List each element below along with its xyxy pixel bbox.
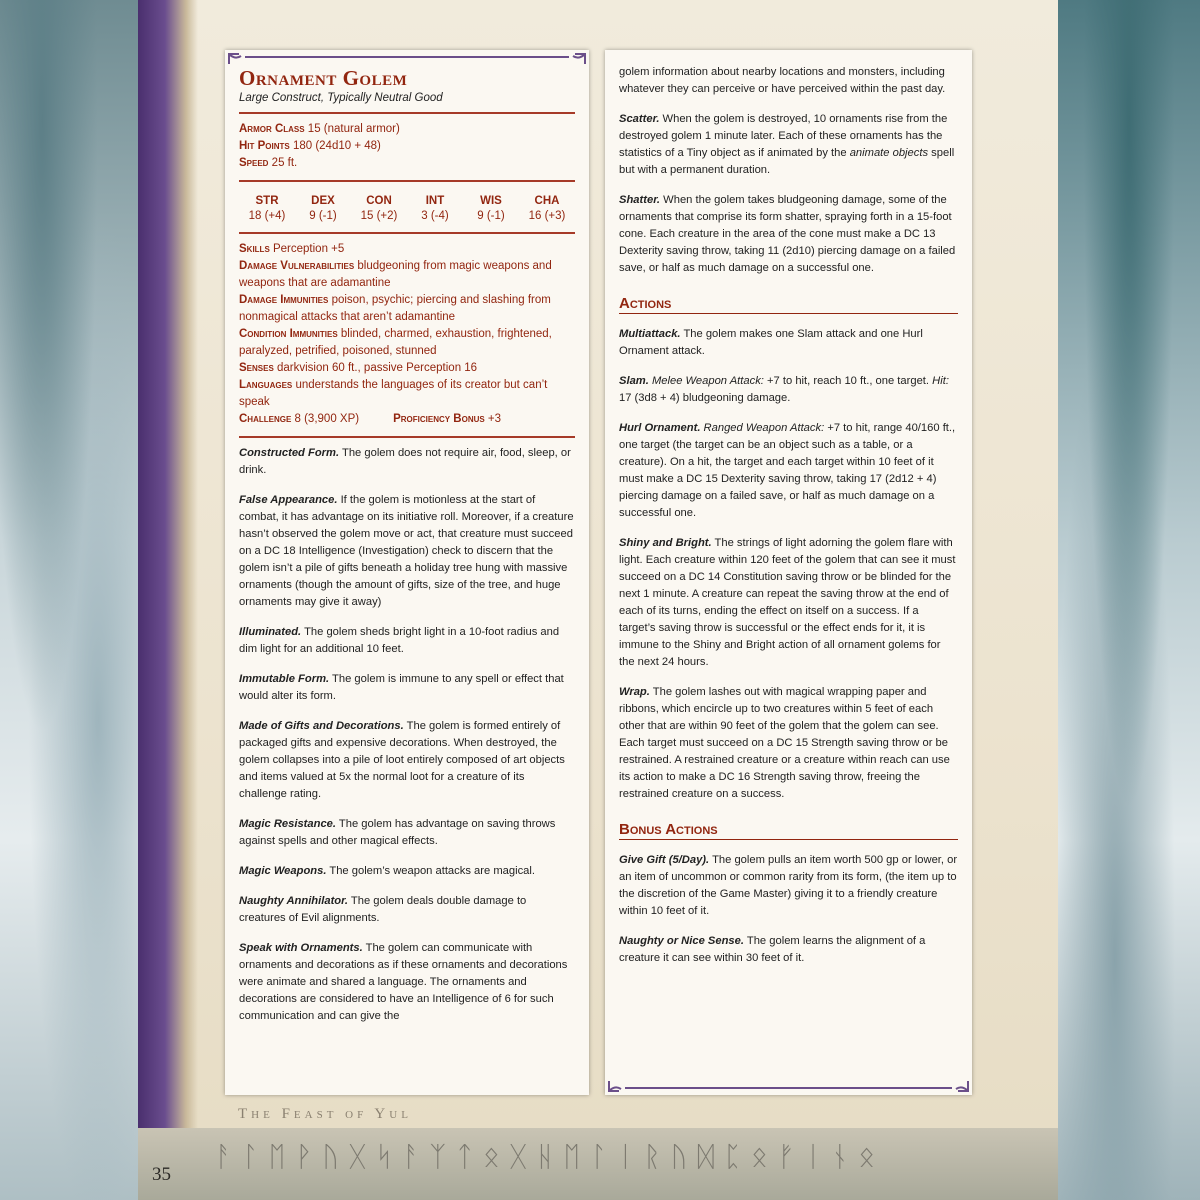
frame-top-line bbox=[245, 56, 569, 58]
speed: Speed 25 ft. bbox=[239, 157, 298, 169]
ability-wis: WIS 9 (-1) bbox=[477, 195, 505, 222]
challenge-row bbox=[239, 411, 575, 428]
bonus-give-gift: Give Gift (5/Day). The golem pulls an item worth 500 gp or lower, or an item of uncommon or common rarity from its form, (the item up to the discretion of the Game Master) giving it to a friendly creature within 10 feet of it. bbox=[619, 854, 958, 917]
divider bbox=[239, 436, 575, 438]
background-art-left bbox=[0, 0, 140, 1200]
action-hurl-ornament: Hurl Ornament. Ranged Weapon Attack: +7 to hit, range 40/160 ft., one target (the target can be an object such as a table, or a creature). On a hit, the target and each target within 10 feet of it must make a DC 15 Dexterity saving throw, taking 17 (2d12 + 4) piercing damage on a failed save, or half as much damage on a successful one. bbox=[619, 422, 956, 519]
trait-naughty-annihilator: Naughty Annihilator. The golem deals double damage to creatures of Evil alignments. bbox=[239, 895, 527, 924]
trait-illuminated: Illuminated. The golem sheds bright light in a 10-foot radius and dim light for an additional 10 feet. bbox=[239, 626, 560, 655]
corner-ornament-icon bbox=[227, 52, 251, 66]
corner-ornament-icon bbox=[946, 1079, 970, 1093]
action-multiattack: Multiattack. The golem makes one Slam attack and one Hurl Ornament attack. bbox=[619, 328, 923, 357]
bonus-naughty-or-nice-sense: Naughty or Nice Sense. The golem learns the alignment of a creature it can see within 30 feet of it. bbox=[619, 935, 926, 964]
ability-str: STR 18 (+4) bbox=[248, 195, 286, 222]
action-slam: Slam. Melee Weapon Attack: +7 to hit, reach 10 ft., one target. Hit: 17 (3d8 + 4) bludgeoning damage. bbox=[619, 375, 949, 404]
skills: Skills Perception +5 bbox=[239, 243, 345, 255]
page-number: 35 bbox=[152, 1164, 171, 1185]
trait-made-of-gifts: Made of Gifts and Decorations. The golem is formed entirely of packaged gifts and expensive decorations. When destroyed, the golem collapses into a pile of loot entirely composed of art objects and items valued at 5x the normal loot for a creature of its challenge rating. bbox=[239, 720, 565, 800]
monster-name: Ornament Golem bbox=[239, 66, 408, 90]
hit-points: Hit Points 180 (24d10 + 48) bbox=[239, 140, 381, 152]
torn-page-edge bbox=[138, 0, 198, 1130]
divider bbox=[239, 180, 575, 182]
trait-false-appearance: False Appearance. If the golem is motionless at the start of combat, it has advantage on its initiative roll. Moreover, if a creature hasn’t observed the golem move or act, that creature must succeed on a DC 18 Intelligence (Investigation) check to discern that the golem isn’t a pile of gifts beneath a holiday tree hung with massive ornaments (though the amount of gifts, size of the tree, and huge ornaments may give it away) bbox=[239, 494, 574, 608]
trait-constructed-form: Constructed Form. The golem does not require air, food, sleep, or drink. bbox=[239, 447, 571, 476]
corner-ornament-icon bbox=[563, 52, 587, 66]
ability-cha: CHA 16 (+3) bbox=[528, 195, 566, 222]
trait-magic-resistance: Magic Resistance. The golem has advantage on saving throws against spells and other magical effects. bbox=[239, 818, 556, 847]
trait-shatter: Shatter. When the golem takes bludgeoning damage, some of the ornaments that comprise its form shatter, spraying forth in a 15-foot cone. Each creature in the area of the cone must make a DC 13 Dexterity saving throw, taking 11 (2d10) piercing damage on a failed save, or half as much damage on a successful one. bbox=[619, 194, 956, 274]
corner-ornament-icon bbox=[607, 1079, 631, 1093]
trait-magic-weapons: Magic Weapons. The golem’s weapon attacks are magical. bbox=[239, 865, 535, 877]
ability-scores bbox=[239, 189, 575, 224]
condition-immunities: Condition Immunities blinded, charmed, exhaustion, frightened, paralyzed, petrified, poisoned, stunned bbox=[239, 328, 552, 357]
damage-immunities: Damage Immunities poison, psychic; piercing and slashing from nonmagical attacks that aren’t adamantine bbox=[239, 294, 551, 323]
trait-scatter: Scatter. When the golem is destroyed, 10 ornaments rise from the destroyed golem 1 minute later. Each of these ornaments has the statistics of a Tiny object as if animated by the animate objects spell but with a permanent duration. bbox=[619, 113, 955, 176]
armor-class: Armor Class 15 (natural armor) bbox=[239, 123, 400, 135]
senses: Senses darkvision 60 ft., passive Perception 16 bbox=[239, 362, 478, 374]
monster-type: Large Construct, Typically Neutral Good bbox=[239, 92, 443, 104]
proficiency-bonus: Proficiency Bonus +3 bbox=[393, 413, 502, 425]
book-title: The Feast of Yul bbox=[238, 1106, 412, 1122]
bonus-actions-heading: Bonus Actions bbox=[619, 821, 958, 840]
stat-block-left-column bbox=[225, 50, 589, 1095]
trait-continuation: golem information about nearby locations and monsters, including whatever they can perceive or have perceived within the past day. bbox=[619, 66, 946, 95]
action-shiny-and-bright: Shiny and Bright. The strings of light adorning the golem flare with light. Each creature within 120 feet of the golem that can see it must succeed on a DC 14 Constitution saving throw or be blinded for the next 1 minute. A creature can repeat the saving throw at the end of each of its turns, ending the effect on itself on a success. If a target’s saving throw is successful or the effect ends for it, it is immune to the Shiny and Bright action of all ornament golems for the next 24 hours. bbox=[619, 537, 956, 668]
actions-heading: Actions bbox=[619, 295, 958, 314]
stat-block-right-column bbox=[605, 50, 972, 1095]
ability-int: INT 3 (-4) bbox=[421, 195, 449, 222]
divider bbox=[239, 232, 575, 234]
ability-con: CON 15 (+2) bbox=[360, 195, 398, 222]
trait-immutable-form: Immutable Form. The golem is immune to any spell or effect that would alter its form. bbox=[239, 673, 564, 702]
action-wrap: Wrap. The golem lashes out with magical wrapping paper and ribbons, which encircle up to two creatures within 5 feet of each other that are within 90 feet of the golem that the golem can see. Each target must succeed on a DC 15 Strength saving throw or be restrained. A restrained creature or a creature within reach can use its action to make a DC 16 Strength saving throw, freeing the restrained creature on a success. bbox=[619, 686, 950, 800]
challenge: Challenge 8 (3,900 XP) bbox=[239, 413, 360, 425]
frame-bottom-line bbox=[625, 1087, 952, 1089]
divider bbox=[239, 112, 575, 114]
rune-decoration: ᚨᛚᛖᚹᚢᚷᛋᚨᛉᛏᛟᚷᚺᛖᛚᛁᚱᚢᛞᛈᛟᚠᛁᚾᛟ bbox=[215, 1140, 886, 1173]
background-art-right bbox=[1058, 0, 1200, 1200]
trait-speak-with-ornaments: Speak with Ornaments. The golem can communicate with ornaments and decorations as if these ornaments and decorations were animate and shared a language. The ornaments and decorations are considered to have an Intelligence of 6 for such communication and can give the bbox=[239, 942, 568, 1022]
languages: Languages understands the languages of its creator but can’t speak bbox=[239, 379, 548, 408]
damage-vulnerabilities: Damage Vulnerabilities bludgeoning from magic weapons and weapons that are adamantine bbox=[239, 260, 552, 289]
ability-dex: DEX 9 (-1) bbox=[309, 195, 337, 222]
